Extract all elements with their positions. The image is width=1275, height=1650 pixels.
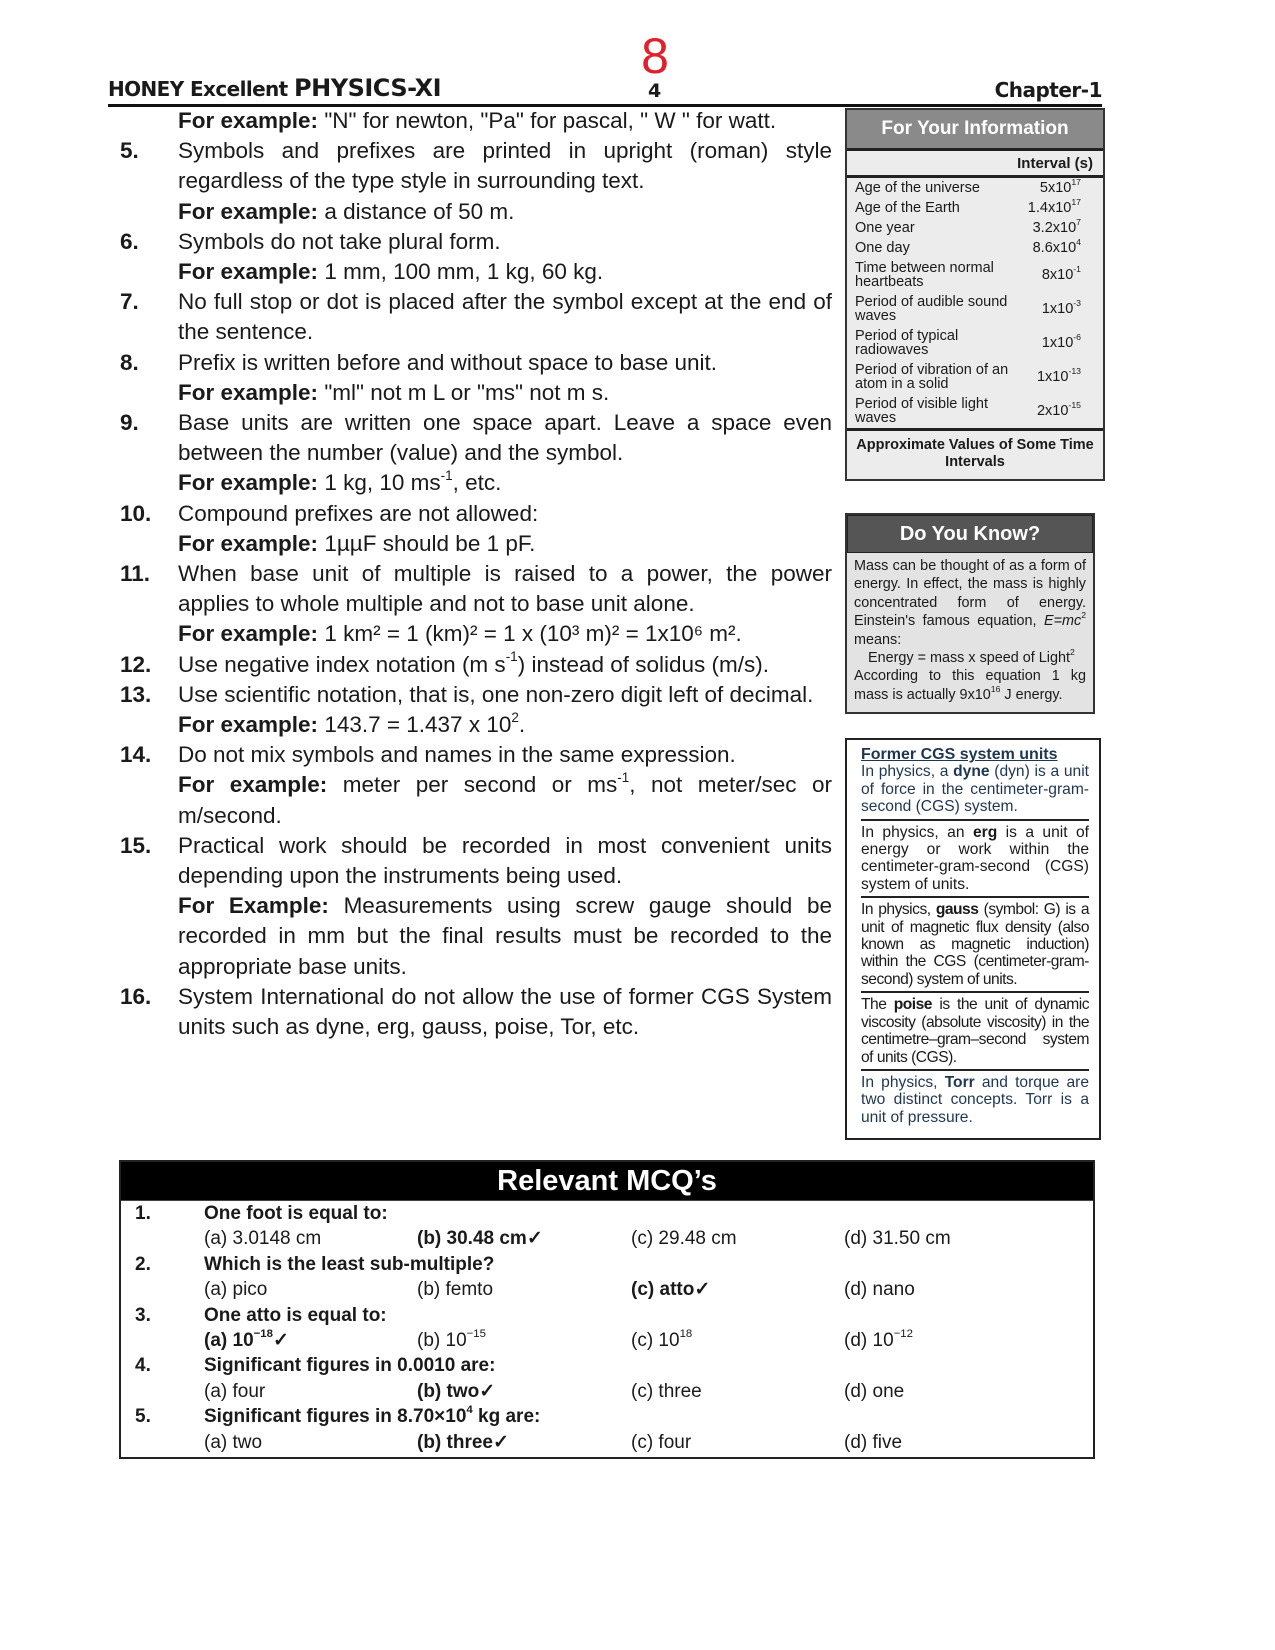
option-text-part: (a) 10 <box>204 1330 254 1351</box>
item-number: 13. <box>120 681 152 707</box>
interval-value <box>1020 292 1103 326</box>
cgs-poise-entry <box>861 996 1089 1071</box>
interval-label: Period of audible sound waves <box>855 294 1008 324</box>
item-text: Use negative index notation (m s <box>178 651 506 677</box>
example-label: For example: <box>178 470 319 496</box>
option-c: (c) atto✓ <box>631 1279 711 1301</box>
question-text: One atto is equal to: <box>204 1304 387 1326</box>
cgs-units-box <box>845 738 1101 1140</box>
equation: E=mc <box>1044 613 1082 630</box>
column-header: Interval (s) <box>847 151 1103 178</box>
option-b: (b) two✓ <box>417 1380 496 1402</box>
header-title <box>108 74 441 102</box>
item-number: 10. <box>120 500 152 526</box>
example-text: a distance of 50 m. <box>324 198 515 224</box>
list-item <box>120 227 832 287</box>
info-box-time-intervals <box>845 108 1105 481</box>
item-number: 5. <box>120 138 139 164</box>
did-you-know-box <box>845 513 1095 714</box>
list-item <box>120 499 832 559</box>
did-you-know-text <box>847 553 1093 712</box>
example-text: Measurements using screw gauge should be recorded in mm but the final results must be recorded to the appropriate base units. <box>178 893 832 979</box>
interval-label: One year <box>855 220 915 236</box>
interval-label: Age of the Earth <box>855 200 960 216</box>
paragraph-end: means: <box>854 631 902 648</box>
option-d: (d) nano <box>844 1279 915 1301</box>
text: and torque are two distinct concepts. Torr is a unit of pressure. <box>861 1073 1089 1126</box>
page-number: 4 <box>648 80 662 102</box>
mantissa: 1x10 <box>1036 369 1069 385</box>
item-number: 12. <box>120 651 152 677</box>
interval-row <box>847 394 1103 428</box>
interval-label: Period of vibration of an atom in a solid <box>855 362 1009 392</box>
cgs-gauss-entry <box>861 901 1089 993</box>
option-a: (a) 3.0148 cm <box>204 1228 322 1250</box>
mcq-title: Relevant MCQ’s <box>121 1162 1093 1201</box>
mcq-question <box>121 1252 1093 1303</box>
options-row <box>121 1226 1093 1251</box>
mcq-question <box>121 1303 1093 1354</box>
interval-value <box>1020 360 1103 394</box>
example-text-end: . <box>518 712 526 738</box>
superscript: 16 <box>990 683 1001 694</box>
cgs-dyne-entry <box>861 763 1089 820</box>
list-item <box>120 408 832 499</box>
interval-row <box>847 326 1103 360</box>
term: poise <box>893 996 932 1014</box>
option-c: (c) three <box>631 1380 702 1402</box>
exponent: -1 <box>1073 263 1081 274</box>
question-text <box>121 1404 1093 1429</box>
example-text: meter per second or ms <box>342 772 618 798</box>
option-b: (b) three✓ <box>417 1431 509 1453</box>
option-c: (c) four <box>631 1431 692 1453</box>
example-text-end: , not meter/sec or m/second. <box>178 772 832 828</box>
exponent: -15 <box>1068 399 1081 410</box>
item-text: System International do not allow the use of former CGS System units such as dyne, erg, gauss, poise, Tor, etc. <box>178 983 832 1040</box>
options-row <box>121 1328 1093 1353</box>
superscript: −18 <box>253 1327 273 1340</box>
example-label: For example: <box>178 259 319 285</box>
did-you-know-title: Do You Know? <box>847 515 1093 553</box>
options-row <box>121 1379 1093 1404</box>
question-text-part: Significant figures in 8.70×10 <box>204 1406 467 1428</box>
interval-row <box>847 178 1103 198</box>
intervals-table <box>847 178 1103 428</box>
exponent: -6 <box>1073 331 1081 342</box>
item-text: Base units are written one space apart. Leave a space even between the number (value) and the symbol. <box>178 410 832 466</box>
question-text: One foot is equal to: <box>204 1203 388 1224</box>
mcq-question <box>121 1201 1093 1252</box>
example-text: 1 kg, 10 ms <box>324 470 441 496</box>
table-caption: Approximate Values of Some Time Intervals <box>847 428 1103 479</box>
interval-value <box>1020 326 1103 360</box>
info-box-title: For Your Information <box>847 110 1103 151</box>
option-b: (b) 30.48 cm✓ <box>417 1228 543 1250</box>
list-item <box>120 287 832 347</box>
list-item <box>120 650 832 680</box>
option-a: (a) two <box>204 1431 263 1453</box>
text: is a unit of energy or work within the centimeter-gram-second (CGS) system of units. <box>861 823 1089 893</box>
list-item <box>120 106 832 136</box>
example-text: 1 mm, 100 mm, 1 kg, 60 kg. <box>324 259 604 285</box>
text: In physics, a <box>861 763 954 781</box>
option-text-part: ✓ <box>272 1330 289 1351</box>
interval-row <box>847 292 1103 326</box>
item-text: Do not mix symbols and names in the same expression. <box>178 742 736 768</box>
cgs-torr-entry <box>861 1074 1089 1129</box>
example-text: 1 km² = 1 (km)² = 1 x (10³ m)² = 1x10⁶ m². <box>324 621 742 647</box>
item-text: Practical work should be recorded in most convenient units depending upon the instruments being used. <box>178 832 832 889</box>
book-name: PHYSICS-XI <box>294 74 442 102</box>
exponent: 4 <box>1076 236 1081 247</box>
option-d: (d) 31.50 cm <box>844 1228 951 1250</box>
option-d <box>844 1328 913 1353</box>
example-text: 143.7 = 1.437 x 10 <box>324 712 512 738</box>
mcq-list <box>121 1201 1093 1457</box>
mantissa: 5x10 <box>1039 180 1072 196</box>
interval-value <box>1020 394 1103 428</box>
item-number: 11. <box>120 561 151 587</box>
example-label: For example: <box>178 198 319 224</box>
item-text: No full stop or dot is placed after the symbol except at the end of the sentence. <box>178 289 832 345</box>
interval-value <box>1020 178 1103 198</box>
list-item <box>120 831 832 982</box>
example-label: For example: <box>178 621 319 647</box>
text: In physics, <box>861 1073 945 1091</box>
example-text: "N" for newton, "Pa" for pascal, " W " for watt. <box>324 108 777 133</box>
example-text-end: , etc. <box>452 470 502 496</box>
example-text: "ml" not m L or "ms" not m s. <box>324 379 610 405</box>
item-number: 16. <box>120 983 152 1009</box>
page-header <box>108 76 1102 107</box>
interval-row <box>847 360 1103 394</box>
item-text: Use scientific notation, that is, one non-zero digit left of decimal. <box>178 681 814 707</box>
item-text: Symbols and prefixes are printed in upright (roman) style regardless of the type style in surrounding text. <box>178 138 832 194</box>
question-text: Which is the least sub-multiple? <box>204 1253 495 1275</box>
question-number: 2. <box>135 1253 151 1275</box>
interval-row <box>847 218 1103 238</box>
exponent: -3 <box>1073 297 1081 308</box>
text: (symbol: G) is a unit of magnetic flux density (also known as magnetic induction) within the CGS (centimeter-gram-second) system of units. <box>861 901 1089 988</box>
question-text: Significant figures in 0.0010 are: <box>204 1355 496 1377</box>
interval-value <box>1020 198 1103 218</box>
superscript: 2 <box>1081 610 1086 621</box>
cgs-box-title: Former CGS system units <box>861 746 1058 763</box>
example-label: For example: <box>178 379 319 405</box>
item-number: 9. <box>120 410 139 436</box>
item-number: 6. <box>120 228 139 254</box>
example-label: For example: <box>178 772 328 798</box>
item-number: 8. <box>120 349 139 375</box>
exponent: -13 <box>1068 365 1081 376</box>
mantissa: 1.4x10 <box>1027 200 1072 216</box>
term: Torr <box>944 1073 975 1091</box>
mcq-section <box>119 1160 1095 1459</box>
superscript: 2 <box>1069 646 1075 657</box>
formula: Energy = mass x speed of Light <box>868 650 1070 667</box>
exponent: 17 <box>1071 196 1081 207</box>
option-text-part: (b) 10 <box>417 1330 467 1351</box>
list-item <box>120 348 832 408</box>
term: dyne <box>953 763 990 781</box>
item-text: Prefix is written before and without space to base unit. <box>178 349 718 375</box>
list-item <box>120 559 832 650</box>
mcq-question <box>121 1353 1093 1404</box>
mcq-question <box>121 1404 1093 1455</box>
mantissa: 1x10 <box>1041 301 1074 317</box>
item-text: Compound prefixes are not allowed: <box>178 500 539 526</box>
option-c: (c) 29.48 cm <box>631 1228 737 1250</box>
superscript: -1 <box>617 769 630 785</box>
page-marker: 8 <box>641 28 669 84</box>
text: In physics, an <box>861 823 973 841</box>
superscript: -1 <box>505 649 518 665</box>
paragraph: According to this equation 1 kg mass is actually 9x10 <box>854 668 1086 703</box>
interval-row <box>847 258 1103 292</box>
interval-row <box>847 238 1103 258</box>
interval-row <box>847 198 1103 218</box>
item-text: When base unit of multiple is raised to a power, the power applies to whole multiple and not to base unit alone. <box>178 561 832 617</box>
paragraph-end: J energy. <box>1000 686 1063 703</box>
text: In physics, <box>861 901 936 919</box>
list-item <box>120 680 832 740</box>
mantissa: 8x10 <box>1041 267 1074 283</box>
option-a <box>204 1328 289 1353</box>
option-b <box>417 1328 486 1353</box>
question-number: 5. <box>135 1406 151 1428</box>
superscript: −15 <box>466 1327 486 1340</box>
formula-line <box>854 646 1086 667</box>
item-text-end: ) instead of solidus (m/s). <box>517 651 770 677</box>
mantissa: 3.2x10 <box>1032 220 1077 236</box>
interval-value <box>1020 218 1103 238</box>
example-text: 1µµF should be 1 pF. <box>324 530 536 556</box>
term: gauss <box>935 901 979 919</box>
text: The <box>861 996 894 1014</box>
interval-label: Period of visible light waves <box>855 396 988 426</box>
question-number: 1. <box>135 1203 151 1224</box>
question-number: 4. <box>135 1355 151 1377</box>
interval-label: Period of typical radiowaves <box>855 328 959 358</box>
interval-label: One day <box>855 240 910 256</box>
option-text-part: (d) 10 <box>844 1330 894 1351</box>
options-row <box>121 1430 1093 1455</box>
term: erg <box>972 823 998 841</box>
example-label: For example: <box>178 712 319 738</box>
question-number: 3. <box>135 1304 151 1326</box>
superscript: 18 <box>679 1327 693 1340</box>
item-text: Symbols do not take plural form. <box>178 228 501 254</box>
mantissa: 2x10 <box>1036 403 1069 419</box>
option-d: (d) one <box>844 1380 905 1402</box>
list-item <box>120 136 832 227</box>
superscript: -1 <box>440 467 453 483</box>
example-label: For example: <box>178 108 319 133</box>
mantissa: 8.6x10 <box>1032 240 1077 256</box>
cgs-erg-entry <box>861 824 1089 899</box>
options-row <box>121 1277 1093 1302</box>
superscript: 4 <box>466 1404 473 1417</box>
interval-value <box>1020 238 1103 258</box>
option-d: (d) five <box>844 1431 903 1453</box>
option-a: (a) pico <box>204 1279 268 1301</box>
mantissa: 1x10 <box>1041 335 1074 351</box>
option-c <box>631 1328 692 1353</box>
interval-label: Age of the universe <box>855 180 980 196</box>
example-label: For example: <box>178 530 319 556</box>
exponent: 17 <box>1071 176 1081 187</box>
interval-label: Time between normal heartbeats <box>855 260 994 290</box>
item-number: 15. <box>120 832 152 858</box>
chapter-label: Chapter-1 <box>994 78 1102 102</box>
rules-list <box>120 106 832 1042</box>
text: is the unit of dynamic viscosity (absolute viscosity) in the centimetre–gram–second system of units (CGS). <box>861 996 1089 1066</box>
item-number: 14. <box>120 742 152 768</box>
list-item <box>120 982 832 1042</box>
superscript: 2 <box>511 709 519 725</box>
option-b: (b) femto <box>417 1279 494 1301</box>
list-item <box>120 740 832 831</box>
exponent: 7 <box>1076 216 1081 227</box>
text: (dyn) is a unit of force in the centimeter-gram-second (CGS) system. <box>861 763 1089 816</box>
example-label: For Example: <box>178 893 329 919</box>
option-text-part: (c) 10 <box>631 1330 680 1351</box>
item-number: 7. <box>120 289 139 315</box>
option-a: (a) four <box>204 1380 266 1402</box>
question-text-part: kg are: <box>472 1406 541 1428</box>
interval-value <box>1020 258 1103 292</box>
series-name: HONEY Excellent <box>108 77 288 101</box>
superscript: −12 <box>893 1327 913 1340</box>
paragraph: Mass can be thought of as a form of energy. In effect, the mass is highly concentrated form of energy. Einstein's famous equation, <box>854 558 1086 630</box>
